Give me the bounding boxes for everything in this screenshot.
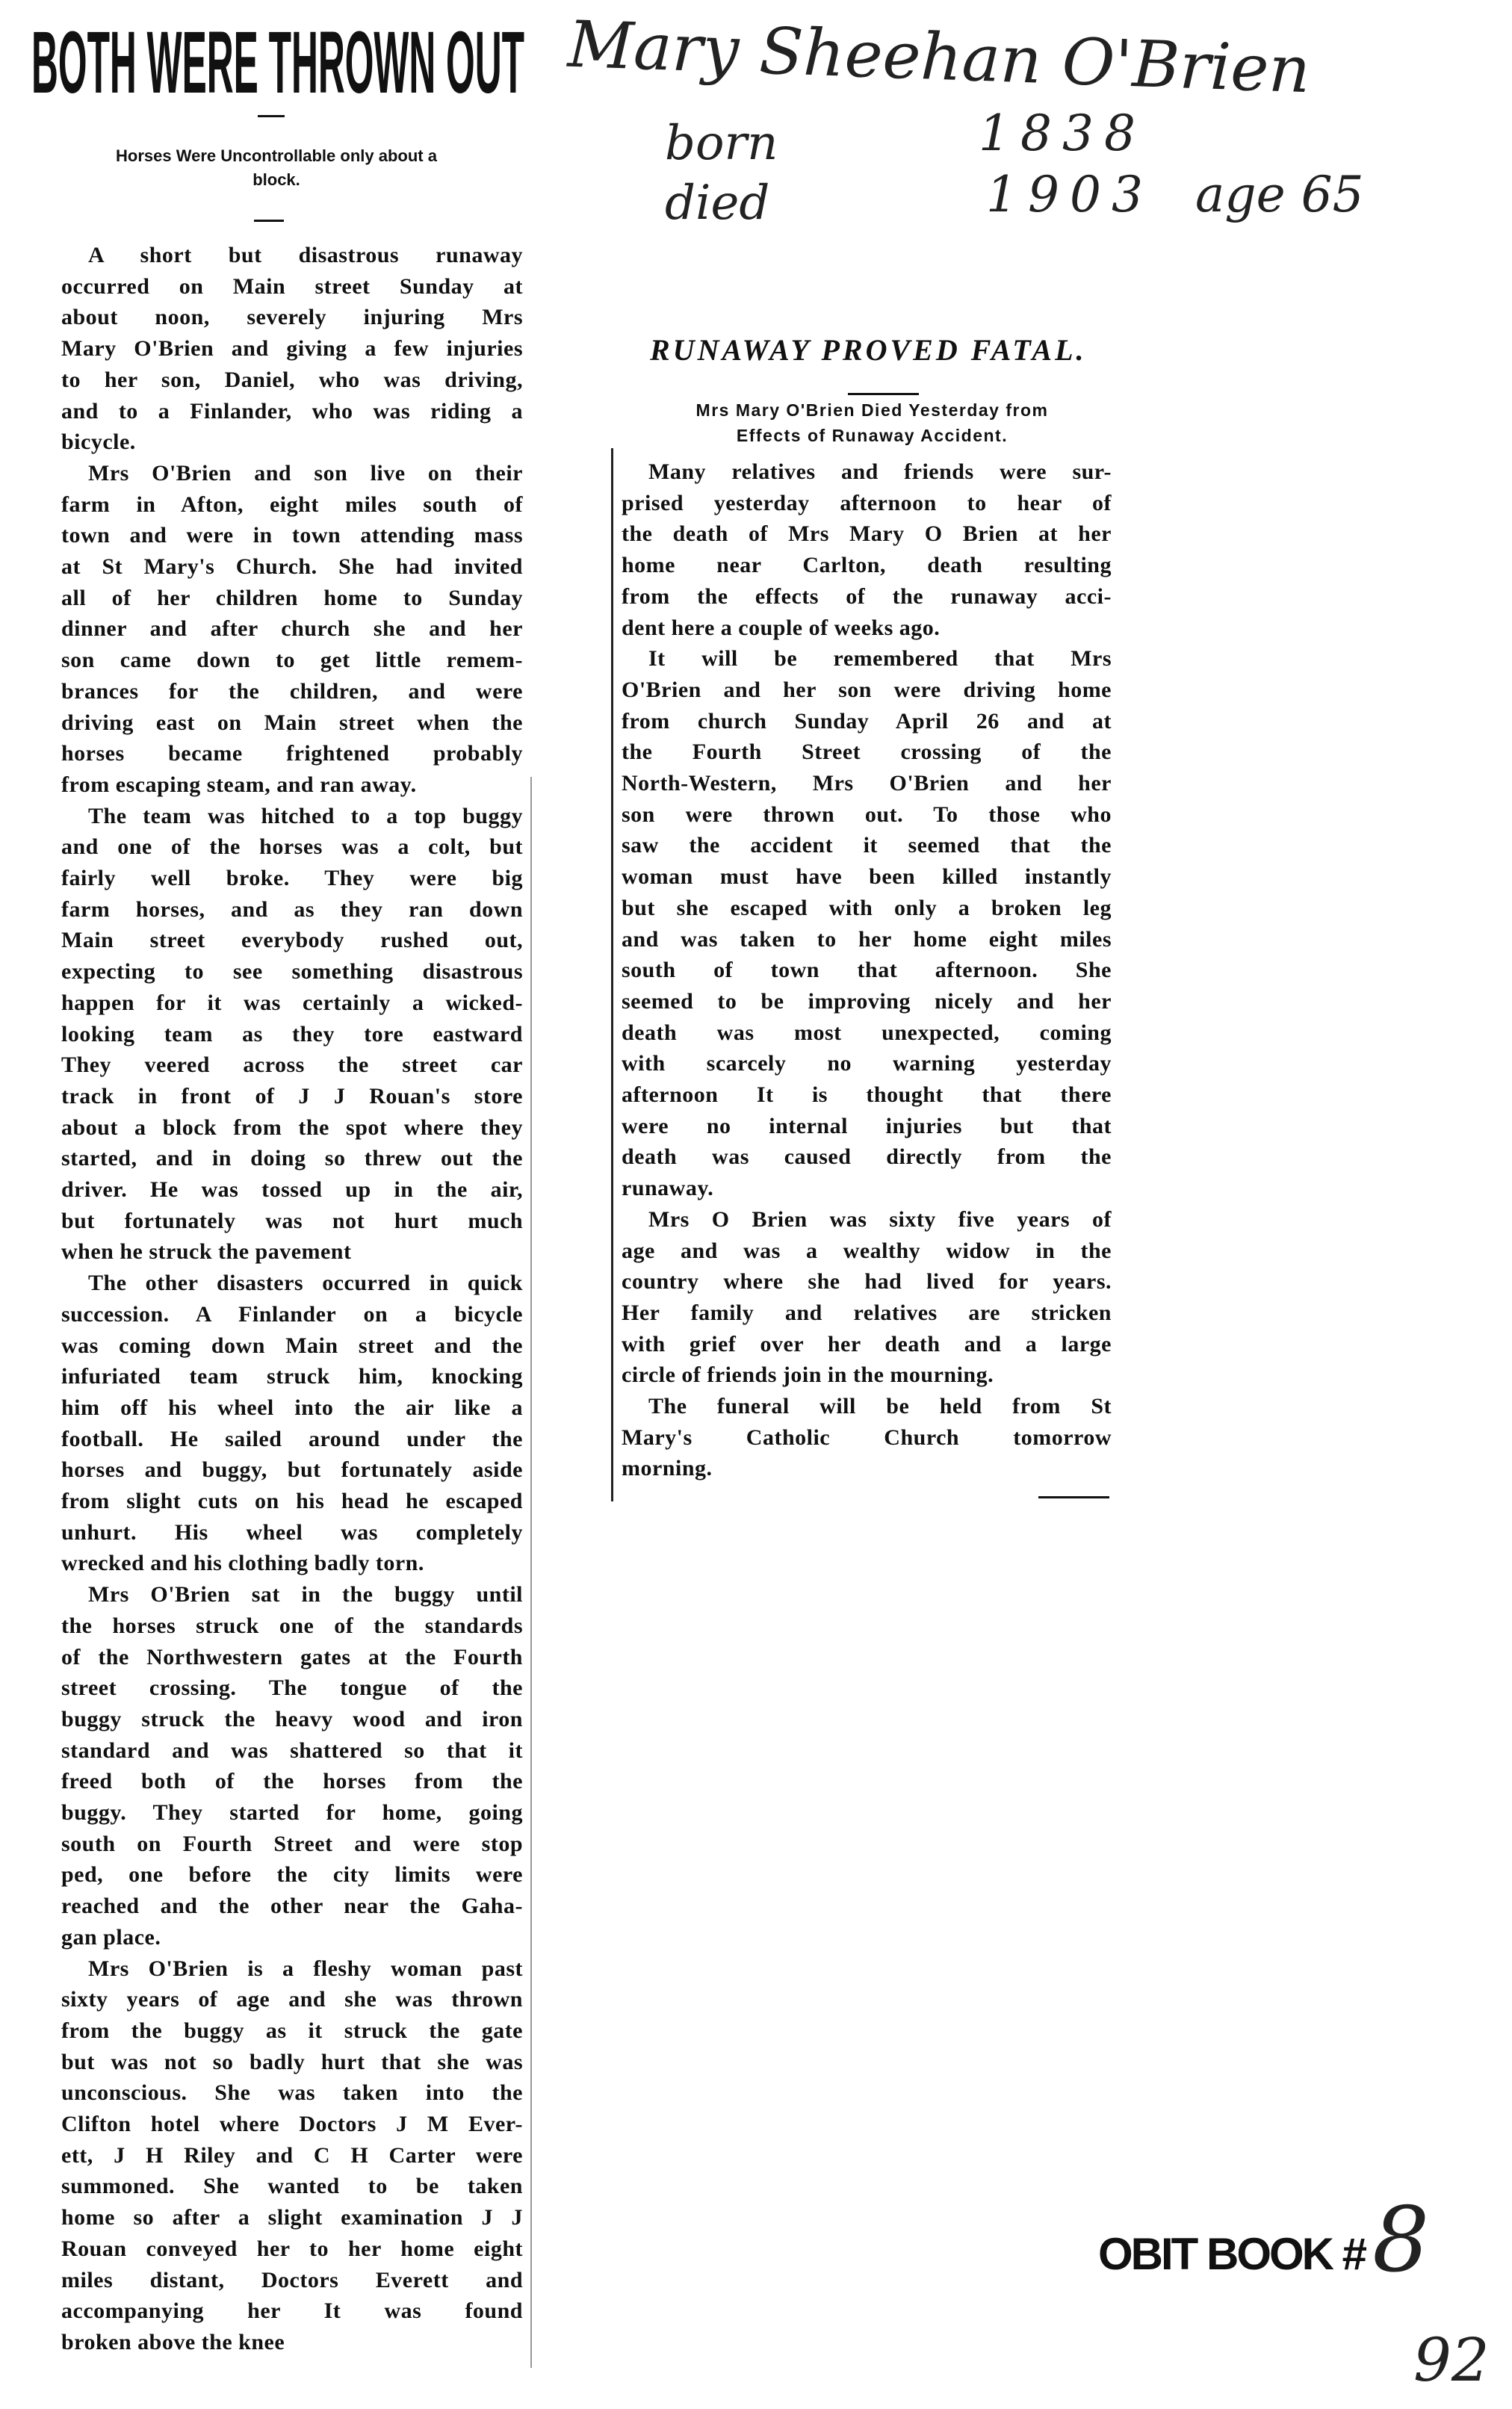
- left-headline: [30, 22, 527, 97]
- article-line: town and were in town attending mass: [61, 523, 523, 548]
- article-line: fairly well broke. They were big: [61, 866, 523, 890]
- article-line: farm horses, and as they ran down: [61, 896, 523, 922]
- right-bottom-rule: [1038, 1496, 1109, 1498]
- article-line: from church Sunday April 26 and at: [622, 708, 1112, 734]
- right-subhead-1: Mrs Mary O'Brien Died Yesterday from: [695, 400, 1049, 420]
- article-line: unconscious. She was taken into the: [61, 2080, 523, 2106]
- article-line: horses became frightened probably: [61, 741, 523, 766]
- handwritten-born-year: 1838: [979, 105, 1146, 162]
- article-line: happen for it was certainly a wicked-: [61, 990, 523, 1015]
- article-line: succession. A Finlander on a bicycle: [61, 1301, 523, 1327]
- article-line: when he struck the pavement: [61, 1239, 352, 1265]
- article-line: from the buggy as it struck the gate: [61, 2018, 523, 2043]
- article-line: Mary's Catholic Church tomorrow: [622, 1424, 1112, 1450]
- article-line: son were thrown out. To those who: [622, 802, 1112, 827]
- article-line: seemed to be improving nicely and her: [622, 988, 1112, 1014]
- article-line: street crossing. The tongue of the: [61, 1675, 523, 1701]
- article-line: but fortunately was not hurt much: [61, 1208, 523, 1233]
- article-line: runaway.: [622, 1176, 714, 1201]
- obit-book-number: 8: [1372, 2189, 1430, 2292]
- article-line: brances for the children, and were: [61, 678, 523, 704]
- article-line: to her son, Daniel, who was driving,: [61, 367, 523, 392]
- right-headline: RUNAWAY PROVED FATAL.: [650, 333, 1087, 367]
- article-line: Her family and relatives are stricken: [622, 1300, 1112, 1325]
- article-line: at St Mary's Church. She had invited: [61, 554, 523, 579]
- article-line: Rouan conveyed her to her home eight: [61, 2236, 523, 2261]
- article-line: and one of the horses was a colt, but: [61, 834, 523, 860]
- article-line: Mrs O Brien was sixty five years of: [648, 1206, 1112, 1232]
- article-line: horses and buggy, but fortunately aside: [61, 1457, 523, 1483]
- article-line: farm in Afton, eight miles south of: [61, 492, 523, 517]
- article-line: the horses struck one of the standards: [61, 1613, 523, 1638]
- article-line: prised yesterday afternoon to hear of: [622, 490, 1112, 515]
- obit-book-stamp: [1098, 2189, 1430, 2292]
- article-line: buggy. They started for home, going: [61, 1800, 523, 1825]
- article-line: with grief over her death and a large: [622, 1331, 1112, 1357]
- article-line: south of town that afternoon. She: [622, 958, 1112, 983]
- left-headline-text: BOTH WERE THROWN OUT: [31, 22, 524, 97]
- article-line: looking team as they tore eastward: [61, 1021, 523, 1047]
- article-line: They veered across the street car: [61, 1052, 523, 1078]
- left-divider-2: [254, 220, 284, 222]
- article-line: him off his wheel into the air like a: [61, 1395, 523, 1420]
- article-line: occurred on Main street Sunday at: [61, 273, 523, 299]
- article-line: Mrs O'Brien sat in the buggy until: [88, 1582, 523, 1607]
- article-line: and to a Finlander, who was riding a: [61, 398, 523, 424]
- article-line: Mary O'Brien and giving a few injuries: [61, 336, 523, 362]
- article-line: the death of Mrs Mary O Brien at her: [622, 521, 1112, 547]
- article-line: football. He sailed around under the: [61, 1426, 523, 1451]
- article-line: death was most unexpected, coming: [622, 1020, 1112, 1045]
- right-divider: [848, 393, 919, 395]
- article-line: woman must have been killed instantly: [622, 864, 1112, 890]
- article-line: country where she had lived for years.: [622, 1269, 1112, 1295]
- handwritten-name: Mary Sheehan O'Brien: [566, 7, 1312, 108]
- article-line: with scarcely no warning yesterday: [622, 1051, 1112, 1076]
- article-line: driver. He was tossed up in the air,: [61, 1177, 523, 1202]
- handwritten-died-year: 1903: [986, 166, 1153, 223]
- article-line: dent here a couple of weeks ago.: [622, 615, 941, 640]
- article-line: ett, J H Riley and C H Carter were: [61, 2142, 523, 2168]
- article-line: buggy struck the heavy wood and iron: [61, 1706, 523, 1731]
- article-line: accompanying her It was found: [61, 2298, 523, 2324]
- article-line: but she escaped with only a broken leg: [622, 895, 1112, 920]
- handwritten-age: age 65: [1195, 166, 1364, 223]
- article-line: the Fourth Street crossing of the: [622, 740, 1112, 765]
- article-line: A short but disastrous runaway: [88, 243, 523, 267]
- article-line: sixty years of age and she was thrown: [61, 1987, 523, 2012]
- article-line: dinner and after church she and her: [61, 616, 523, 642]
- right-column-rule: [611, 448, 613, 1501]
- article-line: expecting to see something disastrous: [61, 959, 523, 985]
- article-line: started, and in doing so threw out the: [61, 1146, 523, 1171]
- article-line: of the Northwestern gates at the Fourth: [61, 1644, 523, 1669]
- article-line: morning.: [622, 1456, 713, 1481]
- left-subhead-2: block.: [252, 170, 300, 189]
- article-line: home near Carlton, death resulting: [622, 553, 1112, 578]
- article-line: and was taken to her home eight miles: [622, 926, 1112, 952]
- article-line: miles distant, Doctors Everett and: [61, 2267, 523, 2292]
- obit-book-label: OBIT BOOK #: [1098, 2229, 1366, 2279]
- article-line: son came down to get little remem-: [61, 648, 523, 673]
- article-line: home so after a slight examination J J: [61, 2205, 523, 2230]
- article-line: track in front of J J Rouan's store: [61, 1083, 523, 1109]
- article-line: The other disasters occurred in quick: [88, 1271, 523, 1296]
- page-number: 92: [1413, 2325, 1490, 2395]
- article-line: Mrs O'Brien is a fleshy woman past: [88, 1956, 523, 1981]
- article-line: circle of friends join in the mourning.: [622, 1362, 994, 1388]
- article-line: gan place.: [61, 1924, 161, 1950]
- article-line: driving east on Main street when the: [61, 710, 523, 735]
- article-line: Clifton hotel where Doctors J M Ever-: [61, 2112, 523, 2136]
- article-line: from slight cuts on his head he escaped: [61, 1489, 523, 1513]
- article-line: standard and was shattered so that it: [61, 1737, 523, 1763]
- article-line: about a block from the spot where they: [61, 1114, 523, 1140]
- article-line: saw the accident it seemed that the: [622, 833, 1112, 858]
- article-line: The funeral will be held from St: [648, 1394, 1112, 1419]
- article-line: about noon, severely injuring Mrs: [61, 305, 523, 330]
- left-divider-1: [258, 115, 285, 117]
- article-line: but was not so badly hurt that she was: [61, 2049, 523, 2074]
- article-line: from the effects of the runaway acci-: [622, 583, 1112, 609]
- article-line: summoned. She wanted to be taken: [61, 2174, 523, 2199]
- article-line: North-Western, Mrs O'Brien and her: [622, 771, 1112, 796]
- handwritten-died-label: died: [665, 176, 770, 231]
- article-line: It will be remembered that Mrs: [648, 646, 1112, 672]
- article-line: wrecked and his clothing badly torn.: [61, 1551, 424, 1576]
- article-line: afternoon It is thought that there: [622, 1082, 1112, 1107]
- article-line: ped, one before the city limits were: [61, 1862, 523, 1888]
- article-line: broken above the knee: [61, 2329, 285, 2354]
- article-line: The team was hitched to a top buggy: [88, 803, 523, 828]
- right-subhead-2: Effects of Runaway Accident.: [736, 426, 1008, 445]
- article-line: infuriated team struck him, knocking: [61, 1364, 523, 1389]
- article-line: age and was a wealthy widow in the: [622, 1238, 1112, 1263]
- left-subhead-1: Horses Were Uncontrollable only about a: [116, 146, 437, 165]
- article-line: was coming down Main street and the: [61, 1333, 523, 1358]
- article-line: death was caused directly from the: [622, 1144, 1112, 1170]
- article-line: unhurt. His wheel was completely: [61, 1519, 523, 1545]
- article-line: south on Fourth Street and were stop: [61, 1831, 523, 1856]
- handwritten-born-label: born: [665, 116, 778, 171]
- article-line: Main street everybody rushed out,: [61, 928, 523, 953]
- article-line: reached and the other near the Gaha-: [61, 1894, 523, 1919]
- article-line: from escaping steam, and ran away.: [61, 772, 417, 797]
- article-line: O'Brien and her son were driving home: [622, 677, 1112, 702]
- left-column-rule: [530, 777, 532, 2368]
- article-line: freed both of the horses from the: [61, 1769, 523, 1794]
- article-line: bicycle.: [61, 430, 136, 455]
- article-line: were no internal injuries but that: [622, 1113, 1112, 1138]
- article-line: all of her children home to Sunday: [61, 585, 523, 610]
- article-line: Mrs O'Brien and son live on their: [88, 460, 523, 486]
- article-line: Many relatives and friends were sur-: [648, 459, 1112, 484]
